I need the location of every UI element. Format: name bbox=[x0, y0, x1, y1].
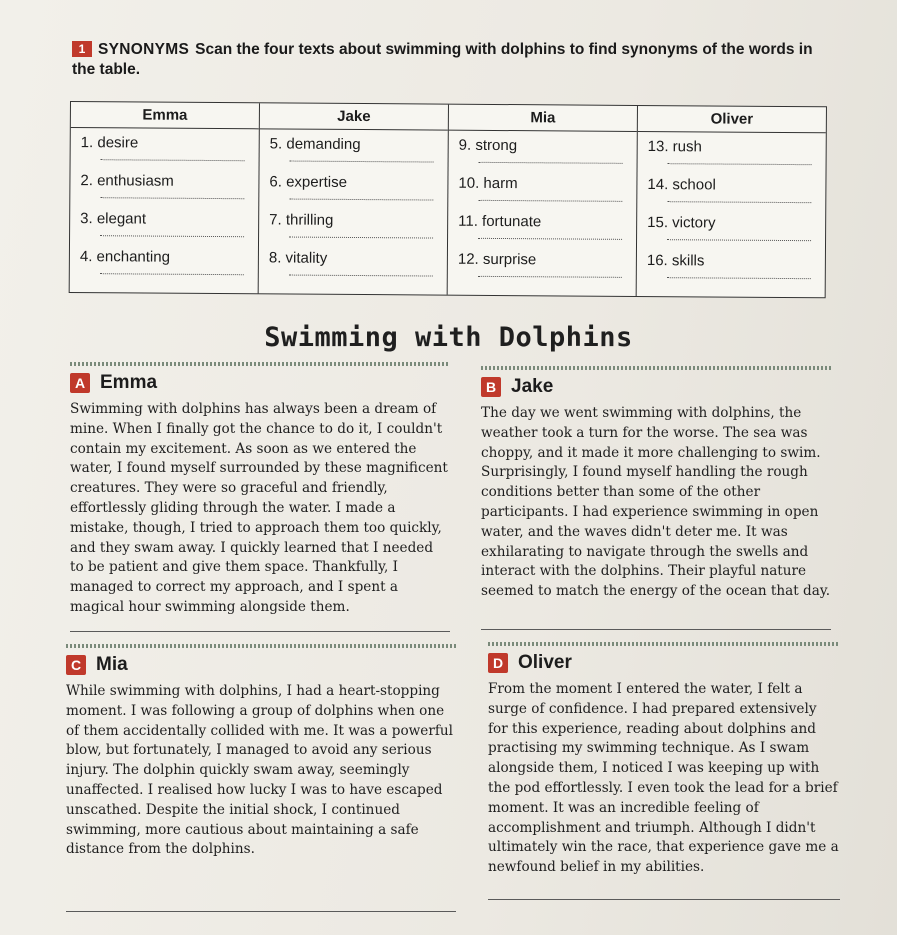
block-heading bbox=[488, 652, 572, 674]
table-column-oliver bbox=[637, 106, 826, 297]
table-item[interactable]: 3. elegant bbox=[70, 204, 258, 243]
article-title: Swimming with Dolphins bbox=[264, 322, 633, 353]
section-name: Oliver bbox=[518, 652, 572, 673]
section-text: Swimming with dolphins has always been a dream of mine. When I finally got the chance to do it, I couldn't contain my excitement. As soon as we entered the water, I found myself surrounded by these magnificent creatures. They were so graceful and friendly, effortlessly gliding through the water. I made a mistake, though, I tried to approach them too quickly, and they swam away. I quickly learned that I needed to be patient and give them space. Thankfully, I managed to correct my approach, and I spent a magical hour swimming alongside them. bbox=[70, 401, 448, 615]
exercise-instruction bbox=[72, 40, 832, 80]
column-header: Mia bbox=[449, 105, 637, 132]
table-item[interactable]: 13. rush bbox=[638, 132, 826, 171]
table-item[interactable]: 14. school bbox=[637, 170, 825, 209]
table-item[interactable]: 16. skills bbox=[637, 246, 825, 285]
table-column-emma bbox=[70, 102, 260, 293]
section-text: The day we went swimming with dolphins, the weather took a turn for the worse. The sea was choppy, and it made it more challenging to swim. Surprisingly, I found myself handling the rough conditions better than some of the other participants. I had experience swimming in open water, and the waves didn't deter me. It was exhilarating to navigate through the swells and interact with the dolphins. Their playful nature seemed to match the energy of the ocean that day. bbox=[481, 405, 831, 600]
table-item[interactable]: 2. enthusiasm bbox=[70, 166, 258, 205]
table-item[interactable]: 11. fortunate bbox=[448, 207, 636, 246]
column-header: Emma bbox=[71, 102, 259, 129]
table-item[interactable]: 5. demanding bbox=[260, 129, 448, 168]
section-letter: D bbox=[488, 653, 508, 673]
table-item[interactable]: 1. desire bbox=[71, 128, 259, 167]
section-letter: A bbox=[70, 373, 90, 393]
table-item[interactable]: 15. victory bbox=[637, 208, 825, 247]
block-heading bbox=[481, 376, 553, 398]
synonym-table bbox=[69, 101, 827, 298]
column-header: Jake bbox=[260, 103, 448, 130]
text-block-jake bbox=[481, 366, 831, 630]
table-item[interactable]: 10. harm bbox=[448, 169, 636, 208]
section-letter: C bbox=[66, 655, 86, 675]
exercise-instruction-text: Scan the four texts about swimming with dolphins to find synonyms of the words in the table. bbox=[72, 41, 813, 78]
section-letter: B bbox=[481, 377, 501, 397]
table-column-jake bbox=[259, 103, 449, 294]
table-item[interactable]: 8. vitality bbox=[259, 243, 447, 282]
text-block-mia bbox=[66, 644, 456, 912]
exercise-number: 1 bbox=[72, 41, 92, 57]
section-name: Jake bbox=[511, 376, 554, 397]
exercise-keyword: SYNONYMS bbox=[98, 41, 190, 58]
table-item[interactable]: 6. expertise bbox=[259, 167, 447, 206]
section-name: Mia bbox=[96, 654, 128, 675]
table-item[interactable]: 12. surprise bbox=[448, 245, 636, 284]
block-heading bbox=[66, 654, 128, 676]
text-block-oliver bbox=[488, 642, 840, 900]
table-column-mia bbox=[448, 105, 638, 296]
section-name: Emma bbox=[100, 372, 158, 393]
block-heading bbox=[70, 372, 157, 394]
section-text: From the moment I entered the water, I felt a surge of confidence. I had prepared extensively for this experience, reading about dolphins and practising my swimming technique. As I swam alongside them, I noticed I was keeping up with the pod effortlessly. I even took the lead for a brief moment. It was an incredible feeling of accomplishment and triumph. Although I didn't ultimately win the race, that experience gave me a newfound belief in my abilities. bbox=[488, 681, 839, 876]
table-item[interactable]: 7. thrilling bbox=[259, 205, 447, 244]
column-header: Oliver bbox=[638, 106, 826, 133]
table-item[interactable]: 9. strong bbox=[449, 131, 637, 170]
section-text: While swimming with dolphins, I had a heart-stopping moment. I was following a group of dolphins when one of them accidentally collided with me. It was a powerful blow, but fortunately, I managed to avoid any serious injury. The dolphin quickly swam away, seemingly unaffected. I realised how lucky I was to have escaped unscathed. Despite the initial shock, I continued swimming, more cautious about maintaining a safe distance from the dolphins. bbox=[66, 683, 453, 858]
table-item[interactable]: 4. enchanting bbox=[70, 242, 258, 281]
text-block-emma bbox=[70, 362, 450, 632]
